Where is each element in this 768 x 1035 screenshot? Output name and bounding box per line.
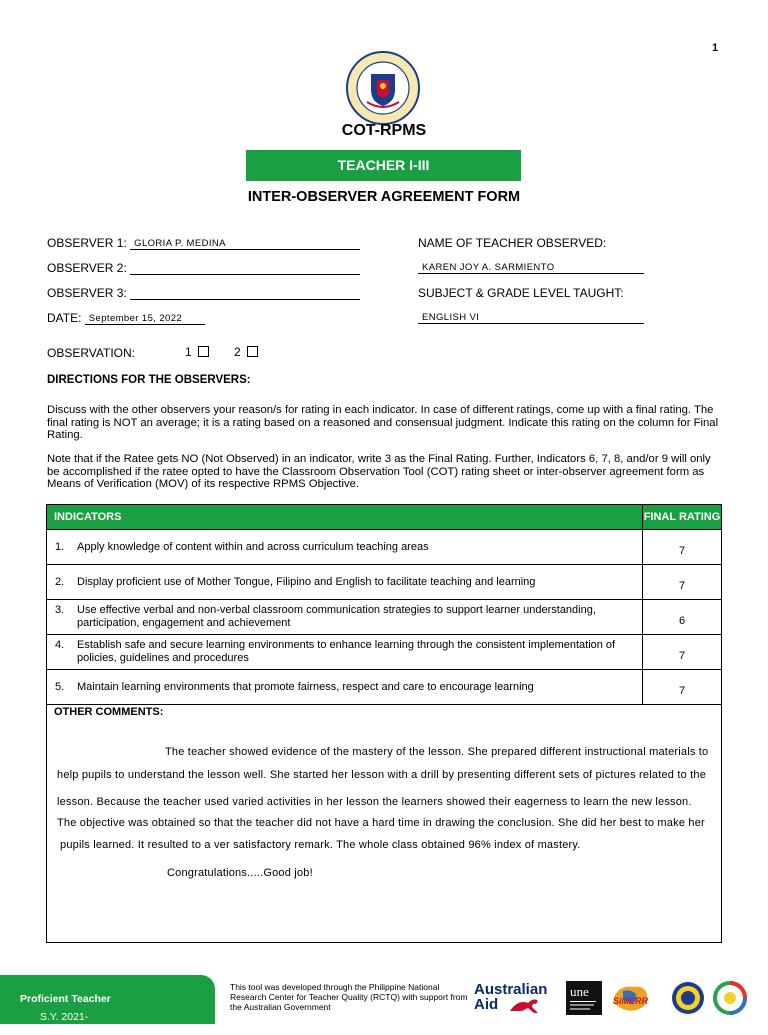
simerr-logo <box>609 981 651 1015</box>
table-row <box>47 530 722 565</box>
observation-label: OBSERVATION: <box>47 346 136 360</box>
teacher-row <box>418 260 644 274</box>
table-row <box>47 600 722 635</box>
teacher-level-band: TEACHER I-III <box>246 150 521 181</box>
observer2-field[interactable] <box>130 263 360 275</box>
directions-heading: DIRECTIONS FOR THE OBSERVERS: <box>47 374 251 386</box>
teacher-field[interactable]: KAREN JOY A. SARMIENTO <box>418 262 644 274</box>
une-logo <box>566 981 602 1015</box>
observer2-label: OBSERVER 2: <box>47 261 127 275</box>
indicator-text: Use effective verbal and non-verbal classroom communication strategies to support learner understanding, participation, engagement and achievement <box>77 604 596 629</box>
observer1-row <box>47 236 360 250</box>
final-rating-cell[interactable]: 7 <box>643 530 722 565</box>
final-rating-cell[interactable]: 7 <box>643 670 722 705</box>
date-row <box>47 311 205 325</box>
aus-aid-line2-wrap <box>474 997 547 1012</box>
footer-sy-text <box>20 993 111 1035</box>
comment-line: pupils learned. It resulted to a ver satisfactory remark. The whole class obtained 96% index of mastery. <box>60 839 581 851</box>
final-rating-cell[interactable]: 6 <box>643 600 722 635</box>
observer3-field[interactable] <box>130 288 360 300</box>
une-divider <box>570 1001 596 1002</box>
page-number: 1 <box>712 42 719 54</box>
observation-1-checkbox[interactable] <box>198 346 209 357</box>
observation-2-checkbox[interactable] <box>247 346 258 357</box>
observer1-field[interactable]: GLORIA P. MEDINA <box>130 238 360 250</box>
une-logo-text: une <box>570 984 589 999</box>
indicator-cell <box>47 565 643 600</box>
indicator-text: Display proficient use of Mother Tongue, Filipino and English to facilitate teaching and learning <box>77 576 536 588</box>
australian-aid-logo <box>474 982 547 1012</box>
aus-aid-line1: Australian <box>474 981 548 998</box>
indicators-table <box>46 504 722 705</box>
final-rating-cell[interactable]: 7 <box>643 635 722 670</box>
teacher-level: Proficient Teacher <box>20 993 111 1005</box>
other-comments-box[interactable] <box>46 705 722 943</box>
form-subtitle: INTER-OBSERVER AGREEMENT FORM <box>247 189 521 205</box>
simerr-logo-text: SiMERR <box>613 996 649 1006</box>
observer3-label: OBSERVER 3: <box>47 286 127 300</box>
deped-seal-logo <box>345 50 421 126</box>
comment-line: help pupils to understand the lesson well. She started her lesson with a drill by presenting different sets of pictures related to the <box>57 769 707 781</box>
observation-option-2[interactable] <box>234 345 258 359</box>
table-header-row <box>47 505 722 530</box>
observation-option-1[interactable] <box>185 345 209 359</box>
table-row <box>47 635 722 670</box>
school-year: S.Y. 2021-2022 | <box>40 1011 89 1035</box>
teacher-label: NAME OF TEACHER OBSERVED: <box>418 236 607 250</box>
final-rating-header: FINAL RATING <box>643 505 722 530</box>
indicator-text: Maintain learning environments that promote fairness, respect and care to encourage learning <box>77 681 534 693</box>
date-field[interactable]: September 15, 2022 <box>85 313 205 325</box>
indicators-header: INDICATORS <box>47 505 643 530</box>
comment-line: The teacher showed evidence of the mastery of the lesson. She prepared different instructional materials to <box>165 746 709 758</box>
indicator-cell <box>47 530 643 565</box>
une-subtext-mark <box>570 1004 594 1006</box>
table-row <box>47 565 722 600</box>
indicator-number: 2. <box>55 576 65 588</box>
une-subtext-mark <box>570 1008 590 1010</box>
footer-note: This tool was developed through the Philippine National Research Center for Teacher Quality (RCTQ) with support from the Australian Government <box>230 982 468 1012</box>
other-comments-heading: OTHER COMMENTS: <box>54 706 164 718</box>
final-rating-cell[interactable]: 7 <box>643 565 722 600</box>
document-title: COT-RPMS <box>341 122 427 139</box>
subject-label: SUBJECT & GRADE LEVEL TAUGHT: <box>418 286 624 300</box>
indicator-number: 3. <box>55 604 65 616</box>
indicator-cell <box>47 600 643 635</box>
comment-line: The objective was obtained so that the teacher did not have a hard time in drawing the conclusion. She did her best to make her <box>57 817 705 829</box>
indicator-number: 4. <box>55 639 65 651</box>
indicator-cell <box>47 635 643 670</box>
kangaroo-icon <box>508 995 546 1015</box>
table-row <box>47 670 722 705</box>
observation-option-1-label: 1 <box>185 345 192 359</box>
comment-line: Congratulations.....Good job! <box>167 867 313 879</box>
rctq-logo <box>712 981 748 1015</box>
indicator-number: 1. <box>55 541 65 553</box>
directions-paragraph-2: Note that if the Ratee gets NO (Not Observed) in an indicator, write 3 as the Final Rating. Further, Indicators 6, 7, 8, and/or 9 will only be accomplished if the ratee opted to have the Classroom Observation Tool (COT) rating sheet or inter-observer agreement form as Means of Verification (MOV) of its respective RPMS Objective. <box>47 453 711 490</box>
aus-aid-line2: Aid <box>474 996 499 1013</box>
directions-paragraph-1: Discuss with the other observers your reason/s for rating in each indicator. In case of different ratings, come up with a final rating. The final rating is NOT an average; it is a rating based on a reasoned and consensual judgment. Indicate this rating on the column for Final Rating. <box>47 404 719 441</box>
indicator-cell <box>47 670 643 705</box>
observer2-row <box>47 261 360 275</box>
date-label: DATE: <box>47 311 82 325</box>
footer-school-year-band <box>0 975 215 1035</box>
subject-row <box>418 310 644 324</box>
observer1-label: OBSERVER 1: <box>47 236 127 250</box>
observer3-row <box>47 286 360 300</box>
comment-line: lesson. Because the teacher used varied activities in her lesson the learners showed their eagerness to learn the new lesson. <box>57 796 692 808</box>
indicator-number: 5. <box>55 681 65 693</box>
pnu-seal-logo <box>671 981 705 1015</box>
observation-option-2-label: 2 <box>234 345 241 359</box>
indicator-text: Apply knowledge of content within and across curriculum teaching areas <box>77 541 429 553</box>
subject-field[interactable]: ENGLISH VI <box>418 312 644 324</box>
indicator-text: Establish safe and secure learning environments to enhance learning through the consistent implementation of policies, guidelines and procedures <box>77 639 616 664</box>
